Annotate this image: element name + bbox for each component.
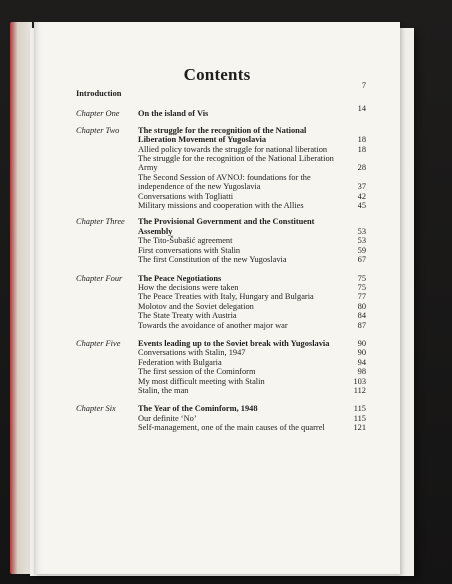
chapter-block xyxy=(76,339,366,395)
entry-title: The first session of the Cominform xyxy=(138,367,256,377)
entry-title: The Second Session of AVNOJ: foundations for the independence of the new Yugoslavia xyxy=(138,172,311,192)
entry-page-number: 42 xyxy=(357,191,366,201)
toc-entry xyxy=(138,311,366,320)
entry-page-number: 28 xyxy=(357,163,366,173)
toc-entry xyxy=(138,236,366,245)
entry-page-number: 77 xyxy=(357,292,366,302)
toc-entry xyxy=(138,81,366,98)
entry-title: My most difficult meeting with Stalin xyxy=(138,376,265,386)
entry-title: The first Constitution of the new Yugoslavia xyxy=(138,255,287,265)
toc-entry xyxy=(138,217,366,236)
toc-entry xyxy=(138,246,366,255)
entry-page-number: 45 xyxy=(357,201,366,211)
toc-entry xyxy=(138,414,366,423)
chapter-block xyxy=(76,126,366,211)
toc-entry xyxy=(138,423,366,432)
entry-title: Events leading up to the Soviet break with Yugoslavia xyxy=(138,338,330,348)
entry-title: The Tito-Šubašić agreement xyxy=(138,236,233,246)
entry-title: Federation with Bulgaria xyxy=(138,357,222,367)
entry-page-number: 75 xyxy=(357,282,366,292)
toc-entry xyxy=(138,348,366,357)
toc-entry xyxy=(138,377,366,386)
toc-entry xyxy=(138,201,366,210)
entry-title: Conversations with Togliatti xyxy=(138,191,234,201)
entry-page-number: 90 xyxy=(357,338,366,348)
chapter-entries xyxy=(138,126,366,211)
entry-page-number: 103 xyxy=(353,376,366,386)
entry-page-number: 84 xyxy=(357,311,366,321)
entry-title: On the island of Vis xyxy=(138,109,209,119)
entry-title: Military missions and cooperation with the Allies xyxy=(138,201,304,211)
entry-page-number: 7 xyxy=(361,81,366,90)
entry-title: Stalin, the man xyxy=(138,385,189,395)
page-heading: Contents xyxy=(183,65,251,84)
entry-page-number: 37 xyxy=(357,182,366,192)
entry-page-number: 115 xyxy=(353,404,366,414)
contents-page xyxy=(34,22,400,574)
toc-entry xyxy=(138,126,366,145)
entry-title: Towards the avoidance of another major war xyxy=(138,320,288,330)
chapter-entries xyxy=(138,274,366,330)
toc-entry xyxy=(138,104,366,119)
toc-entry xyxy=(138,283,366,292)
entry-title: The struggle for the recognition of the National Liberation Movement of Yugoslavia xyxy=(138,125,307,145)
toc-entry xyxy=(138,173,366,192)
entry-title: Self-management, one of the main causes of the quarrel xyxy=(138,423,325,433)
chapter-block xyxy=(76,274,366,330)
entry-page-number: 53 xyxy=(357,236,366,246)
entry-title: First conversations with Stalin xyxy=(138,245,241,255)
toc-entry xyxy=(138,367,366,376)
entry-title: Conversations with Stalin, 1947 xyxy=(138,348,246,358)
entry-page-number: 67 xyxy=(357,255,366,265)
entry-title: The struggle for the recognition of the National Liberation Army xyxy=(138,154,334,173)
toc-entry xyxy=(138,154,366,173)
entry-title xyxy=(138,89,340,98)
entry-page-number: 112 xyxy=(353,385,366,395)
table-of-contents xyxy=(76,81,366,433)
chapter-label: Chapter Four xyxy=(76,273,123,283)
entry-page-number: 94 xyxy=(357,357,366,367)
chapter-label: Chapter Six xyxy=(76,404,116,414)
entry-page-number: 14 xyxy=(357,104,366,114)
toc-entry xyxy=(138,192,366,201)
chapter-block xyxy=(76,404,366,432)
chapter-entries xyxy=(138,217,366,264)
chapter-entries xyxy=(138,339,366,395)
toc-entry xyxy=(138,292,366,301)
entry-title: Our definite ‘No’ xyxy=(138,413,197,423)
toc-entry xyxy=(138,255,366,264)
entry-page-number: 87 xyxy=(357,320,366,330)
entry-title: The Peace Treaties with Italy, Hungary and Bulgaria xyxy=(138,292,314,302)
entry-title: The Year of the Cominform, 1948 xyxy=(138,404,258,414)
chapter-label: Chapter Three xyxy=(76,217,125,227)
toc-entry xyxy=(138,358,366,367)
toc-entry xyxy=(138,321,366,330)
toc-entry xyxy=(138,404,366,413)
toc-entry xyxy=(138,145,366,154)
chapter-block xyxy=(76,81,366,98)
chapter-block xyxy=(76,217,366,264)
entry-page-number: 18 xyxy=(357,144,366,154)
entry-page-number: 75 xyxy=(357,273,366,283)
book-cover-edge xyxy=(10,22,32,574)
chapter-entries xyxy=(138,404,366,432)
entry-title: Molotov and the Soviet delegation xyxy=(138,301,254,311)
chapter-label: Introduction xyxy=(76,89,122,98)
entry-page-number: 80 xyxy=(357,301,366,311)
entry-page-number: 53 xyxy=(357,226,366,236)
entry-page-number: 59 xyxy=(357,245,366,255)
entry-title: The State Treaty with Austria xyxy=(138,311,237,321)
entry-title: The Provisional Government and the Constituent Assembly xyxy=(138,217,315,236)
chapter-entries xyxy=(138,104,366,119)
toc-entry xyxy=(138,302,366,311)
entry-title: The Peace Negotiations xyxy=(138,273,222,283)
chapter-entries xyxy=(138,81,366,98)
entry-page-number: 121 xyxy=(353,423,366,433)
chapter-block xyxy=(76,104,366,119)
toc-entry xyxy=(138,274,366,283)
entry-title: Allied policy towards the struggle for national liberation xyxy=(138,144,328,154)
entry-page-number: 18 xyxy=(357,135,366,145)
toc-entry xyxy=(138,386,366,395)
entry-page-number: 115 xyxy=(353,413,366,423)
chapter-label: Chapter One xyxy=(76,109,120,119)
entry-page-number: 90 xyxy=(357,348,366,358)
chapter-label: Chapter Five xyxy=(76,338,121,348)
entry-page-number: 98 xyxy=(357,367,366,377)
entry-title: How the decisions were taken xyxy=(138,282,239,292)
toc-entry xyxy=(138,339,366,348)
chapter-label: Chapter Two xyxy=(76,125,120,135)
